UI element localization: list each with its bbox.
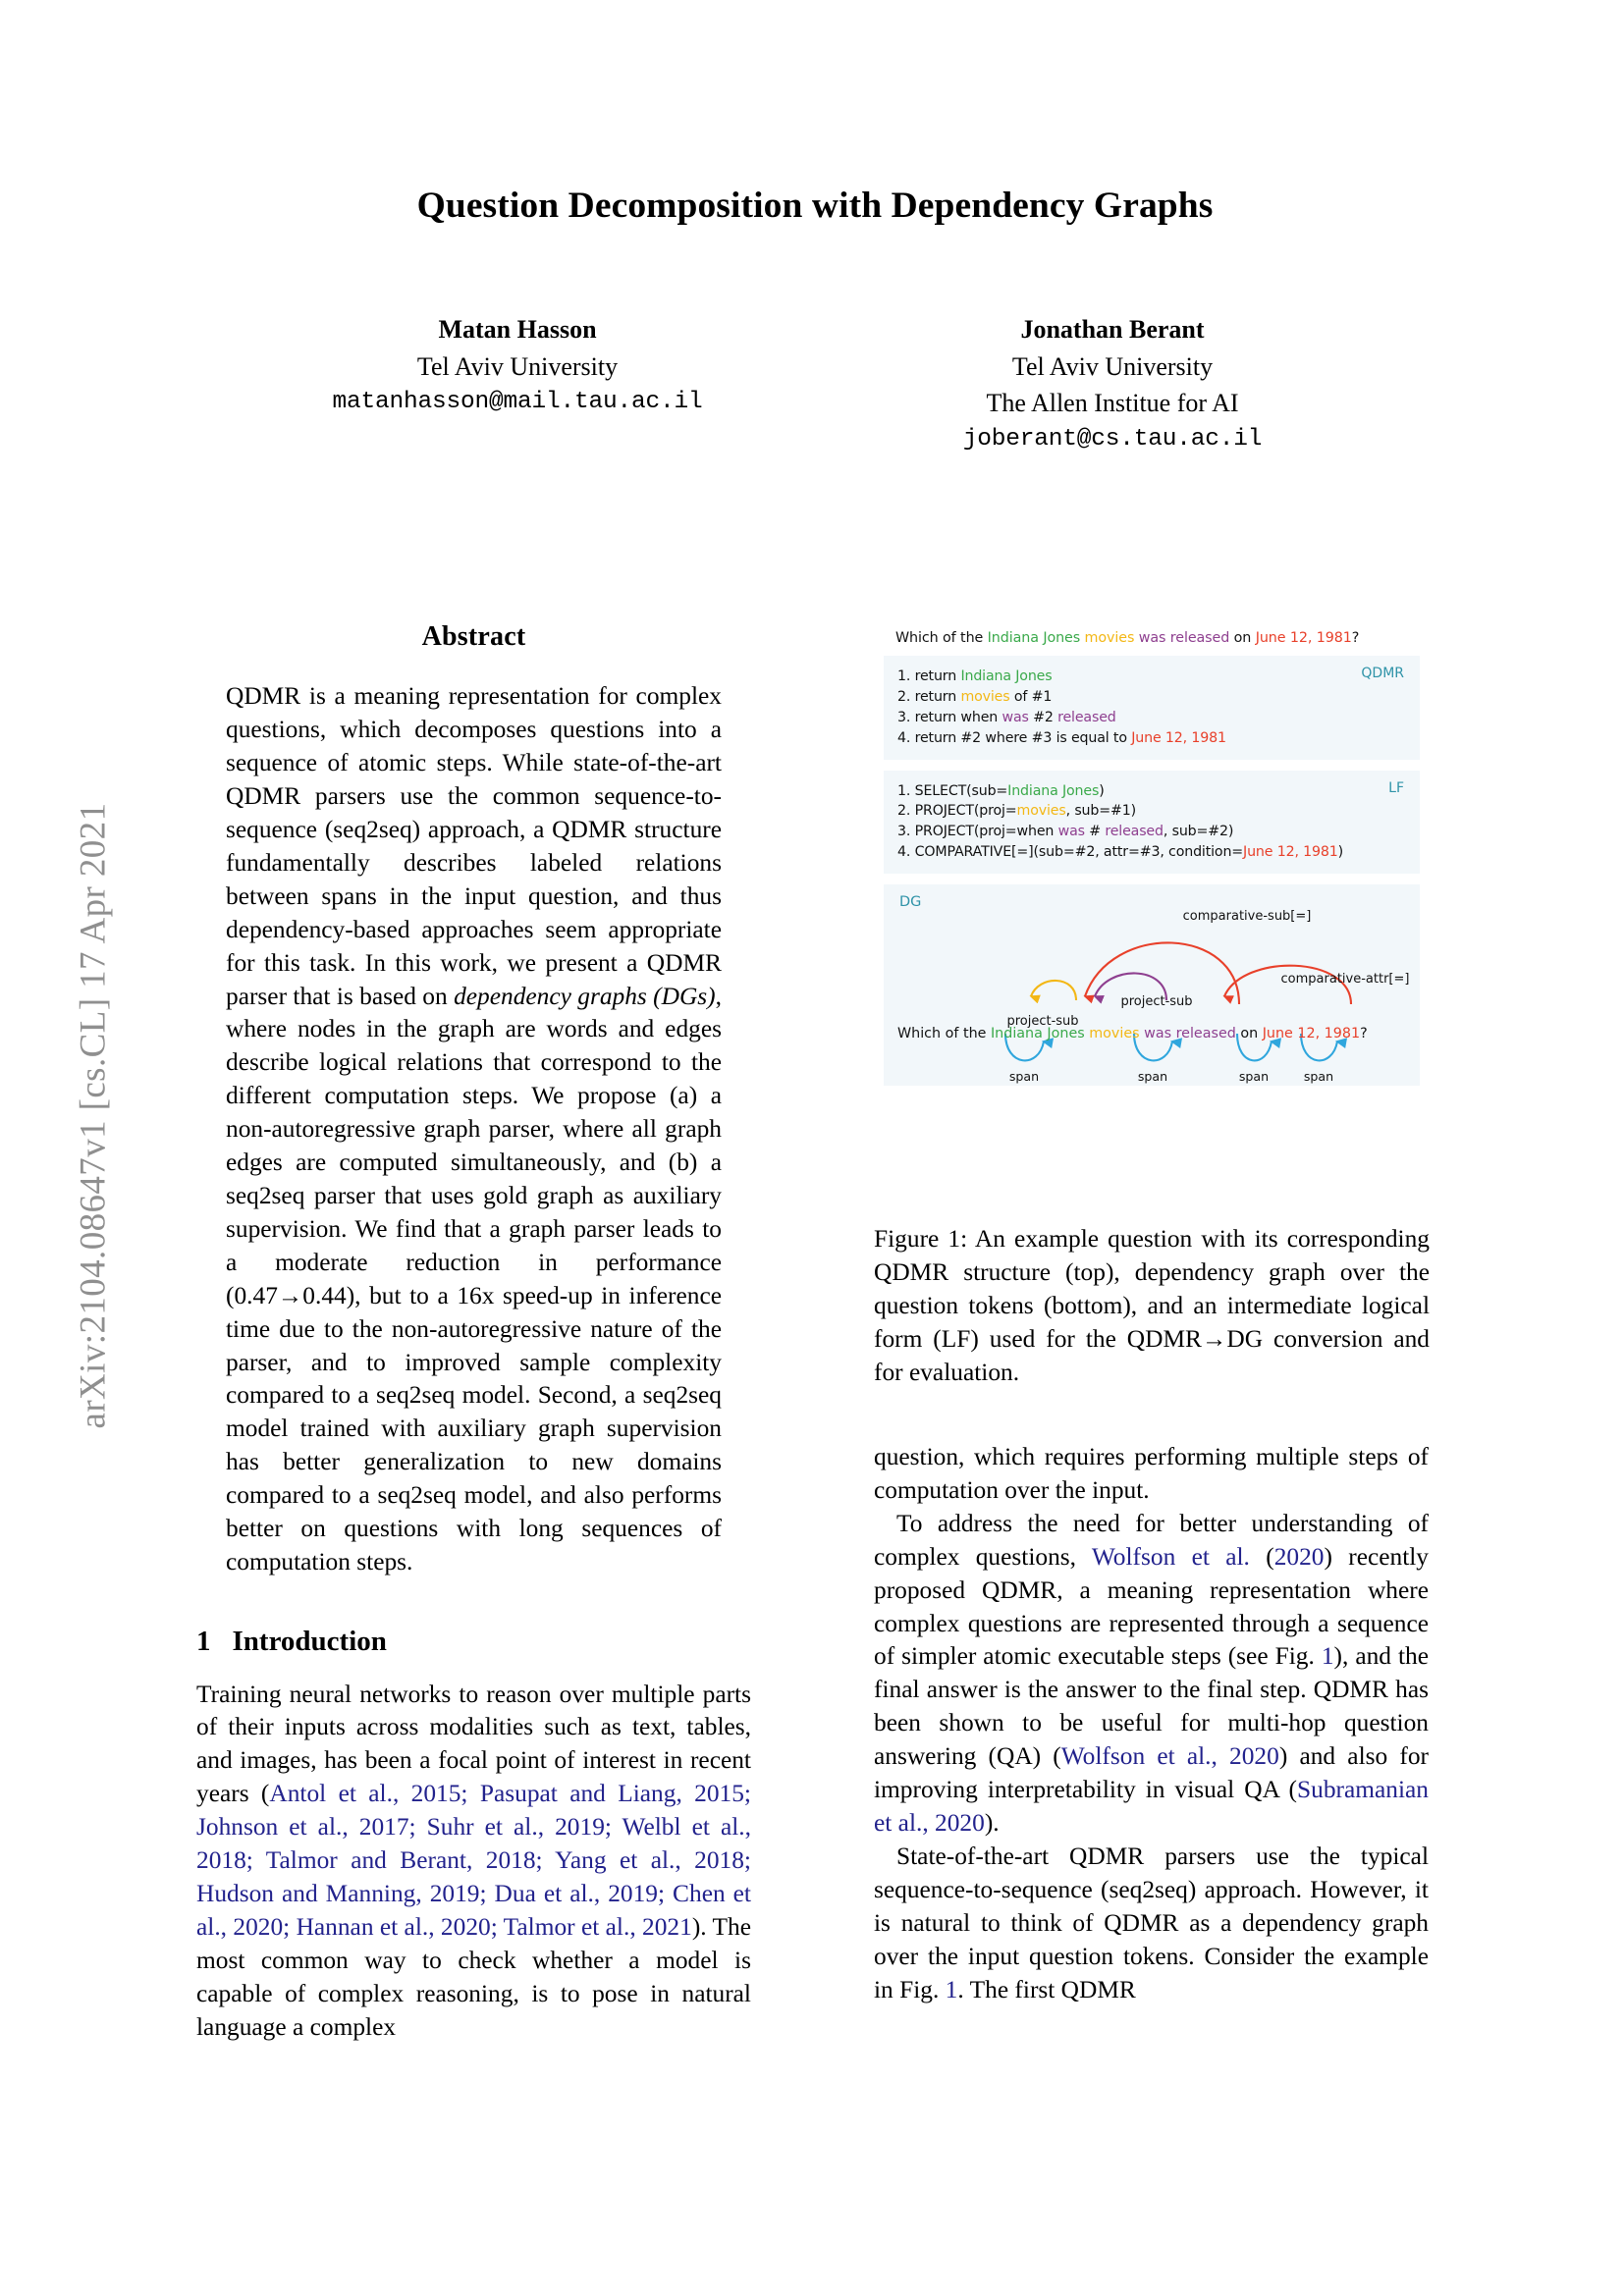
- lf-step-part: movies: [1016, 803, 1066, 820]
- lf-box: [884, 771, 1420, 875]
- intro-text-2: ). The most common way to check whether a model is capable of complex reasoning, is to pose in natural language a complex: [196, 1912, 752, 2041]
- lf-step-part: ): [1337, 844, 1344, 861]
- question-token-0: Which of the: [895, 630, 988, 646]
- dependency-graph-svg: [884, 884, 1420, 1086]
- abstract-heading: Abstract: [421, 621, 526, 652]
- qdmr-step-part: of #1: [1009, 688, 1053, 705]
- dg-question-token-0: Which of the: [897, 1026, 991, 1041]
- author-2: [901, 312, 1324, 458]
- author-affiliation: Tel Aviv University: [1011, 351, 1214, 381]
- lf-step-part: 2. PROJECT(proj=: [897, 803, 1017, 820]
- lf-step-part: 3. PROJECT(proj=when: [897, 824, 1058, 840]
- qdmr-step-part: June 12, 1981: [1131, 729, 1226, 746]
- abstract-part-2: , where nodes in the graph are words and edges describe logical relations that correspond to the different computation steps. We propose (a) a non-autoregressive graph parser, where all graph edges are computed simultaneously, and (b) a seq2seq parser that uses gold graph as auxiliary supervision. We find that a graph parser leads to a moderate reduction in performance (0.47→0.44), but to a 16x speed-up in inference time due to the non-autoregressive nature of the parser, and to improved sample complexity compared to a seq2seq model. Second, a seq2seq model trained with auxiliary graph supervision has better generalization to new domains compared to a seq2seq model, and also performs better on questions with long sequences of computation steps.: [226, 982, 723, 1575]
- qdmr-step-part: 4. return #2 where #3 is equal to: [897, 729, 1132, 746]
- right-paragraph-3: [874, 1841, 1429, 2007]
- lf-step-part: June 12, 1981: [1243, 844, 1338, 861]
- question-token-4: on: [1233, 630, 1256, 646]
- author-name: Matan Hasson: [438, 315, 597, 344]
- figure-image: [874, 616, 1430, 1095]
- qdmr-step-part: 1. return: [897, 668, 961, 684]
- lf-steps: [897, 781, 1406, 864]
- arxiv-stamp: arXiv:2104.08647v1 [cs.CL] 17 Apr 2021: [73, 802, 114, 1429]
- author-name: Jonathan Berant: [1020, 315, 1205, 344]
- dg-edge-label: comparative-sub[=]: [1182, 909, 1312, 924]
- figure-caption: [874, 1223, 1430, 1390]
- dg-box: [884, 884, 1420, 1086]
- lf-step-part: 4. COMPARATIVE[=](sub=#2, attr=#3, condition=: [897, 844, 1244, 861]
- abstract-part-1: QDMR is a meaning representation for complex questions, which decomposes questions into a sequence of atomic steps. While state-of-the-art QDMR parsers use the common sequence-to-sequence (seq2seq) approach, a QDMR structure fundamentally describes labeled relations between spans in the input question, and thus dependency-based approaches seem appropriate for this task. In this work, we present a QDMR parser that is based on: [226, 682, 722, 1010]
- lf-tag: LF: [1388, 779, 1404, 796]
- qdmr-step-part: 3. return when: [897, 709, 1002, 725]
- rp2-text-4: ) and also for improving interpretability in visual QA (: [874, 1742, 1429, 1804]
- lf-step-part: released: [1105, 824, 1164, 840]
- rp2-text-2: ) recently proposed QDMR, a meaning representation where complex questions are represented through a sequence of simpler atomic executable steps (see Fig.: [874, 1542, 1429, 1671]
- citation-wolfson[interactable]: Wolfson et al.: [1091, 1542, 1250, 1571]
- lf-step-part: , sub=#1): [1065, 803, 1136, 820]
- lf-step-part: ): [1099, 782, 1105, 799]
- dg-edge-label: project-sub: [1120, 994, 1193, 1009]
- section-heading-introduction: [196, 1623, 751, 1661]
- dg-span-label: span: [1008, 1069, 1040, 1084]
- qdmr-step: [897, 687, 1406, 708]
- question-token-3: was released: [1138, 630, 1234, 646]
- question-token-6: ?: [1351, 630, 1360, 646]
- rp3-text-1: State-of-the-art QDMR parsers use the typical sequence-to-sequence (seq2seq) approach. However, it is natural to think of QDMR as a dependency graph over the input question tokens. Consider the example in Fig.: [874, 1842, 1429, 2003]
- qdmr-steps: [897, 667, 1406, 749]
- author-affiliation: Tel Aviv University: [416, 351, 619, 381]
- dg-question-token-2: movies: [1089, 1026, 1145, 1041]
- author-1: [306, 312, 729, 458]
- right-column: [874, 1441, 1429, 2006]
- author-block: [196, 312, 1434, 458]
- author-affiliation-secondary: The Allen Institue for AI: [986, 389, 1239, 418]
- lf-step-part: , sub=#2): [1163, 824, 1234, 840]
- section-number: 1: [196, 1625, 211, 1657]
- left-column: [196, 618, 751, 2045]
- question-token-1: Indiana Jones: [987, 630, 1085, 646]
- dg-question-token-6: ?: [1360, 1026, 1368, 1041]
- qdmr-step-part: was: [1001, 709, 1029, 725]
- dg-edge-label: project-sub: [1006, 1014, 1079, 1029]
- lf-step: [897, 822, 1406, 842]
- citation-subramanian[interactable]: Subramanian et al., 2020: [874, 1776, 1429, 1837]
- figure-question-line: [884, 624, 1420, 656]
- dg-tag: DG: [899, 894, 922, 910]
- author-email: matanhasson@mail.tau.ac.il: [332, 389, 703, 416]
- lf-step-part: was: [1057, 824, 1085, 840]
- rp2-text-5: ).: [984, 1808, 1000, 1837]
- lf-step: [897, 781, 1406, 802]
- page-title: Question Decomposition with Dependency Graphs: [416, 186, 1214, 226]
- abstract-body: [226, 680, 722, 1578]
- lf-step-part: #: [1084, 824, 1106, 840]
- dg-span-label: span: [1303, 1069, 1334, 1084]
- qdmr-tag: QDMR: [1361, 666, 1404, 681]
- dg-span-label: span: [1238, 1069, 1270, 1084]
- right-paragraph-1: question, which requires performing multiple steps of computation over the input.: [874, 1443, 1429, 1504]
- svg-text:Which of the Indiana Jones mov: [897, 1026, 1368, 1041]
- lf-step: [897, 801, 1406, 822]
- dg-question-token-5: June 12, 1981: [1262, 1026, 1361, 1041]
- qdmr-step-part: movies: [960, 688, 1010, 705]
- right-paragraph-2: [874, 1508, 1429, 1841]
- lf-step-part: 1. SELECT(sub=: [897, 782, 1008, 799]
- section-title: Introduction: [232, 1625, 387, 1657]
- dg-question-token-3: was released: [1144, 1026, 1241, 1041]
- citation-year[interactable]: 2020: [1273, 1542, 1325, 1571]
- rp3-text-2: . The first QDMR: [957, 1975, 1136, 2003]
- qdmr-step-part: #2: [1028, 709, 1058, 725]
- dg-span-label: span: [1137, 1069, 1168, 1084]
- abstract-italic-term: dependency graphs (DGs): [454, 982, 716, 1010]
- author-email: joberant@cs.tau.ac.il: [962, 425, 1263, 453]
- qdmr-step: [897, 667, 1406, 687]
- rp2-paren-open: (: [1249, 1542, 1274, 1571]
- rp2-text-3: ), and the final answer is the answer to the final step. QDMR has been shown to be useful for multi-hop question answering (QA) (: [874, 1642, 1429, 1771]
- figure-reference[interactable]: 1: [945, 1975, 958, 2003]
- figure-reference[interactable]: 1: [1321, 1642, 1334, 1671]
- dg-question-token-1: Indiana Jones: [990, 1026, 1090, 1041]
- citation-wolfson-2020[interactable]: Wolfson et al., 2020: [1060, 1742, 1279, 1771]
- qdmr-box: [884, 656, 1420, 760]
- dg-edge-label: comparative-attr[=]: [1280, 972, 1410, 987]
- qdmr-step-part: released: [1057, 709, 1116, 725]
- figure-caption-label: Figure 1:: [874, 1225, 968, 1253]
- citation-group[interactable]: Antol et al., 2015; Pasupat and Liang, 2015; Johnson et al., 2017; Suhr et al., 2019; Welbl et al., 2018; Talmor and Berant, 2018; Yang et al., 2018; Hudson and Manning, 2019; Dua et al., 2019; Chen et al., 2020; Hannan et al., 2020; Talmor et al., 2021: [196, 1780, 751, 1941]
- figure-1: [874, 616, 1430, 1095]
- lf-step-part: Indiana Jones: [1007, 782, 1100, 799]
- lf-step: [897, 842, 1406, 863]
- qdmr-step: [897, 708, 1406, 728]
- question-token-2: movies: [1084, 630, 1139, 646]
- qdmr-step-part: 2. return: [897, 688, 961, 705]
- qdmr-step: [897, 728, 1406, 749]
- intro-text-1: Training neural networks to reason over multiple parts of their inputs across modalities such as text, tables, and images, has been a focal point of interest in recent years (: [196, 1680, 751, 1808]
- intro-paragraph: [196, 1679, 751, 2045]
- figure-caption-text: An example question with its corresponding QDMR structure (top), dependency graph over the question tokens (bottom), and an intermediate logical form (LF) used for the QDMR→DG conversion and for evaluation.: [874, 1225, 1430, 1386]
- rp2-text-1: To address the need for better understanding of complex questions,: [874, 1509, 1429, 1571]
- question-token-5: June 12, 1981: [1255, 630, 1352, 646]
- qdmr-step-part: Indiana Jones: [960, 668, 1053, 684]
- dg-question-token-4: on: [1240, 1026, 1263, 1041]
